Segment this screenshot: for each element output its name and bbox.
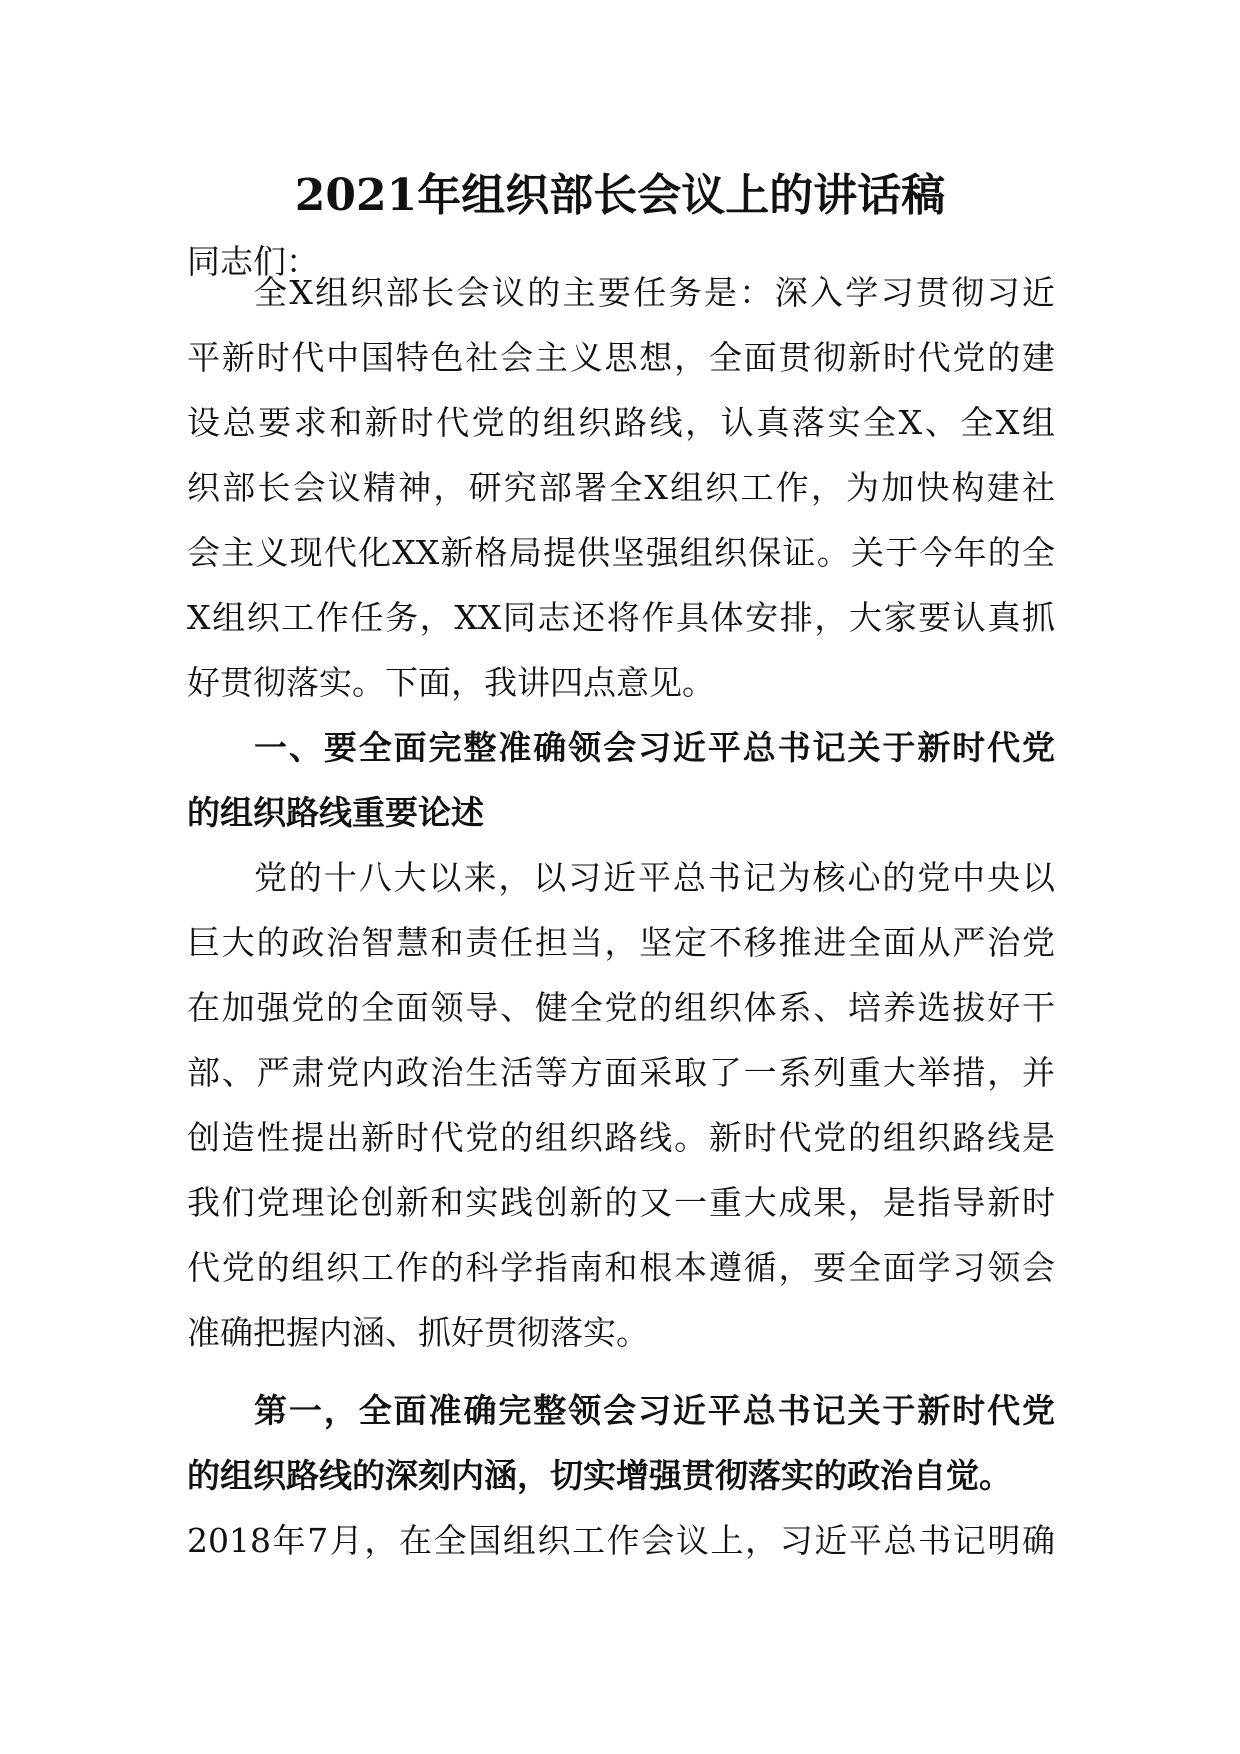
paragraph-line: 织部长会议精神，研究部署全X组织工作，为加快构建社: [187, 468, 1055, 507]
paragraph-background: [187, 845, 1055, 1365]
heading-line: 第一，全面准确完整领会习近平总书记关于新时代党: [254, 1391, 1055, 1430]
salutation: 同志们：: [187, 242, 319, 281]
paragraph-line: 部、严肃党内政治生活等方面采取了一系列重大举措，并: [187, 1053, 1055, 1092]
heading-line: 的组织路线重要论述: [187, 793, 484, 832]
paragraph-intro: [187, 260, 1055, 715]
paragraph-line: 会主义现代化XX新格局提供坚强组织保证。关于今年的全: [187, 533, 1055, 572]
heading-line: 一、要全面完整准确领会习近平总书记关于新时代党: [254, 728, 1055, 767]
paragraph-line: 准确把握内涵、抓好贯彻落实。: [187, 1313, 649, 1352]
paragraph-line: 好贯彻落实。下面，我讲四点意见。: [187, 663, 715, 702]
paragraph-line: 巨大的政治智慧和责任担当，坚定不移推进全面从严治党: [187, 923, 1055, 962]
sub-heading-first: [187, 1378, 1055, 1508]
paragraph-line: 党的十八大以来，以习近平总书记为核心的党中央以: [254, 858, 1055, 897]
paragraph-line: 创造性提出新时代党的组织路线。新时代党的组织路线是: [187, 1118, 1055, 1157]
paragraph-line: 我们党理论创新和实践创新的又一重大成果，是指导新时: [187, 1183, 1055, 1222]
paragraph-line: 设总要求和新时代党的组织路线，认真落实全X、全X组: [187, 403, 1055, 442]
paragraph-line: 代党的组织工作的科学指南和根本遵循，要全面学习领会: [187, 1248, 1055, 1287]
section-heading-one: [187, 715, 1055, 845]
paragraph-line: X组织工作任务，XX同志还将作具体安排，大家要认真抓: [187, 598, 1055, 637]
document-title: 2021年组织部长会议上的讲话稿: [294, 170, 946, 221]
paragraph-line: 在加强党的全面领导、健全党的组织体系、培养选拔好干: [187, 988, 1055, 1027]
paragraph-conference: [187, 1508, 1055, 1573]
heading-line: 的组织路线的深刻内涵，切实增强贯彻落实的政治自觉。: [187, 1456, 1012, 1495]
paragraph-line: 平新时代中国特色社会主义思想，全面贯彻新时代党的建: [187, 338, 1055, 377]
paragraph-line: 全X组织部长会议的主要任务是：深入学习贯彻习近: [254, 273, 1055, 312]
paragraph-line: 2018年7月，在全国组织工作会议上，习近平总书记明确: [187, 1521, 1055, 1560]
